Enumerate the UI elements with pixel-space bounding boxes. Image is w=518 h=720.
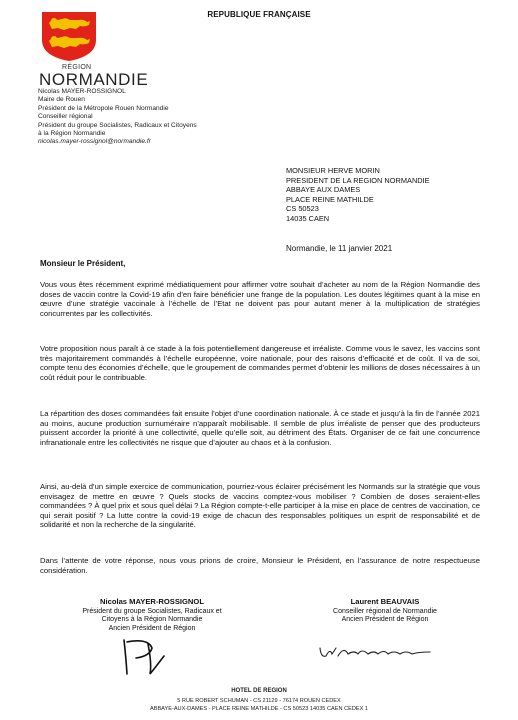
signatory-title: Citoyens à la Région Normandie bbox=[101, 616, 203, 624]
recipient-line: PRESIDENT DE LA REGION NORMANDIE bbox=[286, 175, 430, 185]
signatory-title: Président du groupe Socialistes, Radicaux et bbox=[82, 607, 222, 615]
sender-line: Président de la Métropole Rouen Normandie bbox=[38, 104, 169, 112]
recipient-line: CS 50523 bbox=[286, 204, 319, 214]
signatory-right bbox=[290, 598, 480, 625]
recipient-line: PLACE REINE MATHILDE bbox=[286, 194, 374, 204]
body-paragraph: Ainsi, au-delà d’un simple exercice de communication, pourriez-vous éclairer précisément les Normands sur la stratégie que vous envisagez de mettre en œuvre ? Quels stocks de vaccins comptez-vous mobiliser ? Combien de doses seraient-elles commandées ? À quel prix et sous quel délai ? La Région compte-t-elle participer à la mise en place de centres de vaccination, ce qui serait positif ? La lutte contre la covid-19 exige de chacun des responsables politiques un esprit de responsabilité et de solidarité et non la recherche de la singularité. bbox=[40, 482, 481, 530]
letter-date: Normandie, le 11 janvier 2021 bbox=[286, 244, 393, 253]
signatory-name: Laurent BEAUVAIS bbox=[350, 597, 420, 606]
sender-line: Nicolas MAYER-ROSSIGNOL bbox=[38, 88, 126, 95]
normandy-shield-icon bbox=[40, 10, 98, 62]
signatory-name: Nicolas MAYER-ROSSIGNOL bbox=[100, 597, 204, 606]
body-paragraph: Dans l’attente de votre réponse, nous vous prions de croire, Monsieur le Président, en l’assurance de notre respectueuse considération. bbox=[40, 556, 480, 575]
body-paragraph: Votre proposition nous paraît à ce stade à la fois potentiellement dangereuse et irréaliste. Comme vous le savez, les vaccins sont très majoritairement commandés à l’échelle européenne, voire nationale, pour des raisons d’efficacité et de coût. Il va de soi, compte tenu des économies d’échelle, que le groupement de commandes permet d’obtenir les millions de doses nécessaires à un coût réduit pour le contribuable. bbox=[40, 344, 481, 382]
signatory-left bbox=[52, 598, 252, 633]
handwritten-signature-right bbox=[318, 640, 438, 664]
footer-address-line: 5 RUE ROBERT SCHUMAN - CS 21129 - 76174 ROUEN CEDEX bbox=[177, 698, 341, 704]
signatory-title: Ancien Président de Région bbox=[108, 624, 196, 632]
salutation: Monsieur le Président, bbox=[40, 259, 126, 268]
recipient-line: MONSIEUR HERVE MORIN bbox=[286, 166, 380, 175]
footer-title: HOTEL DE REGION bbox=[231, 688, 287, 694]
recipient-line: 14035 CAEN bbox=[286, 213, 330, 223]
sender-line: Conseiller régional bbox=[38, 113, 93, 121]
sender-line: à la Région Normandie bbox=[38, 130, 106, 138]
sender-line: Maire de Rouen bbox=[38, 96, 85, 104]
region-logo bbox=[38, 10, 149, 89]
body-paragraph: Vous vous êtes récemment exprimé médiatiquement pour affirmer votre souhait d’acheter au nom de la Région Normandie des doses de vaccin contre la Covid-19 afin d’en faire bénéficier une frange de la population. Les doutes légitimes quant à la mise en œuvre d’une stratégie vaccinale à l’échelle de l’Etat ne doivent pas pour autant mener à la multiplication de stratégies concurrentes par les collectivités. bbox=[40, 280, 480, 318]
sender-email: nicolas.mayer-rossignol@normandie.fr bbox=[38, 138, 151, 146]
recipient-address bbox=[286, 166, 430, 224]
handwritten-signature-left bbox=[118, 634, 188, 678]
recipient-line: ABBAYE AUX DAMES bbox=[286, 185, 361, 195]
sender-line: Président du groupe Socialistes, Radicaux et Citoyens bbox=[38, 121, 197, 129]
republic-heading: REPUBLIQUE FRANÇAISE bbox=[207, 10, 311, 19]
body-paragraph: La répartition des doses commandées fait ensuite l’objet d’une coordination nationale. À ce stade et jusqu’à la fin de l’année 2021 au moins, aucune production surnuméraire n’apparaît mobilisable. Il semble de plus irréaliste de penser que des producteurs puissent accorder la priorité à une collectivité, quelle qu’elle soit, au détriment des États. Organiser de ce fait une concurrence infranationale entre les collectivités ne risque que d’ajouter au chaos et à la confusion. bbox=[40, 409, 480, 447]
footer-address-line: ABBAYE-AUX-DAMES - PLACE REINE MATHILDE - CS 50523 14035 CAEN CEDEX 1 bbox=[149, 706, 369, 712]
logo-region-label: RÉGION bbox=[62, 64, 92, 71]
sender-block bbox=[38, 88, 197, 147]
signatory-title: Conseiller régional de Normandie bbox=[333, 607, 437, 615]
logo-name: NORMANDIE bbox=[39, 70, 149, 89]
signatory-title: Ancien Président de Région bbox=[341, 616, 429, 624]
